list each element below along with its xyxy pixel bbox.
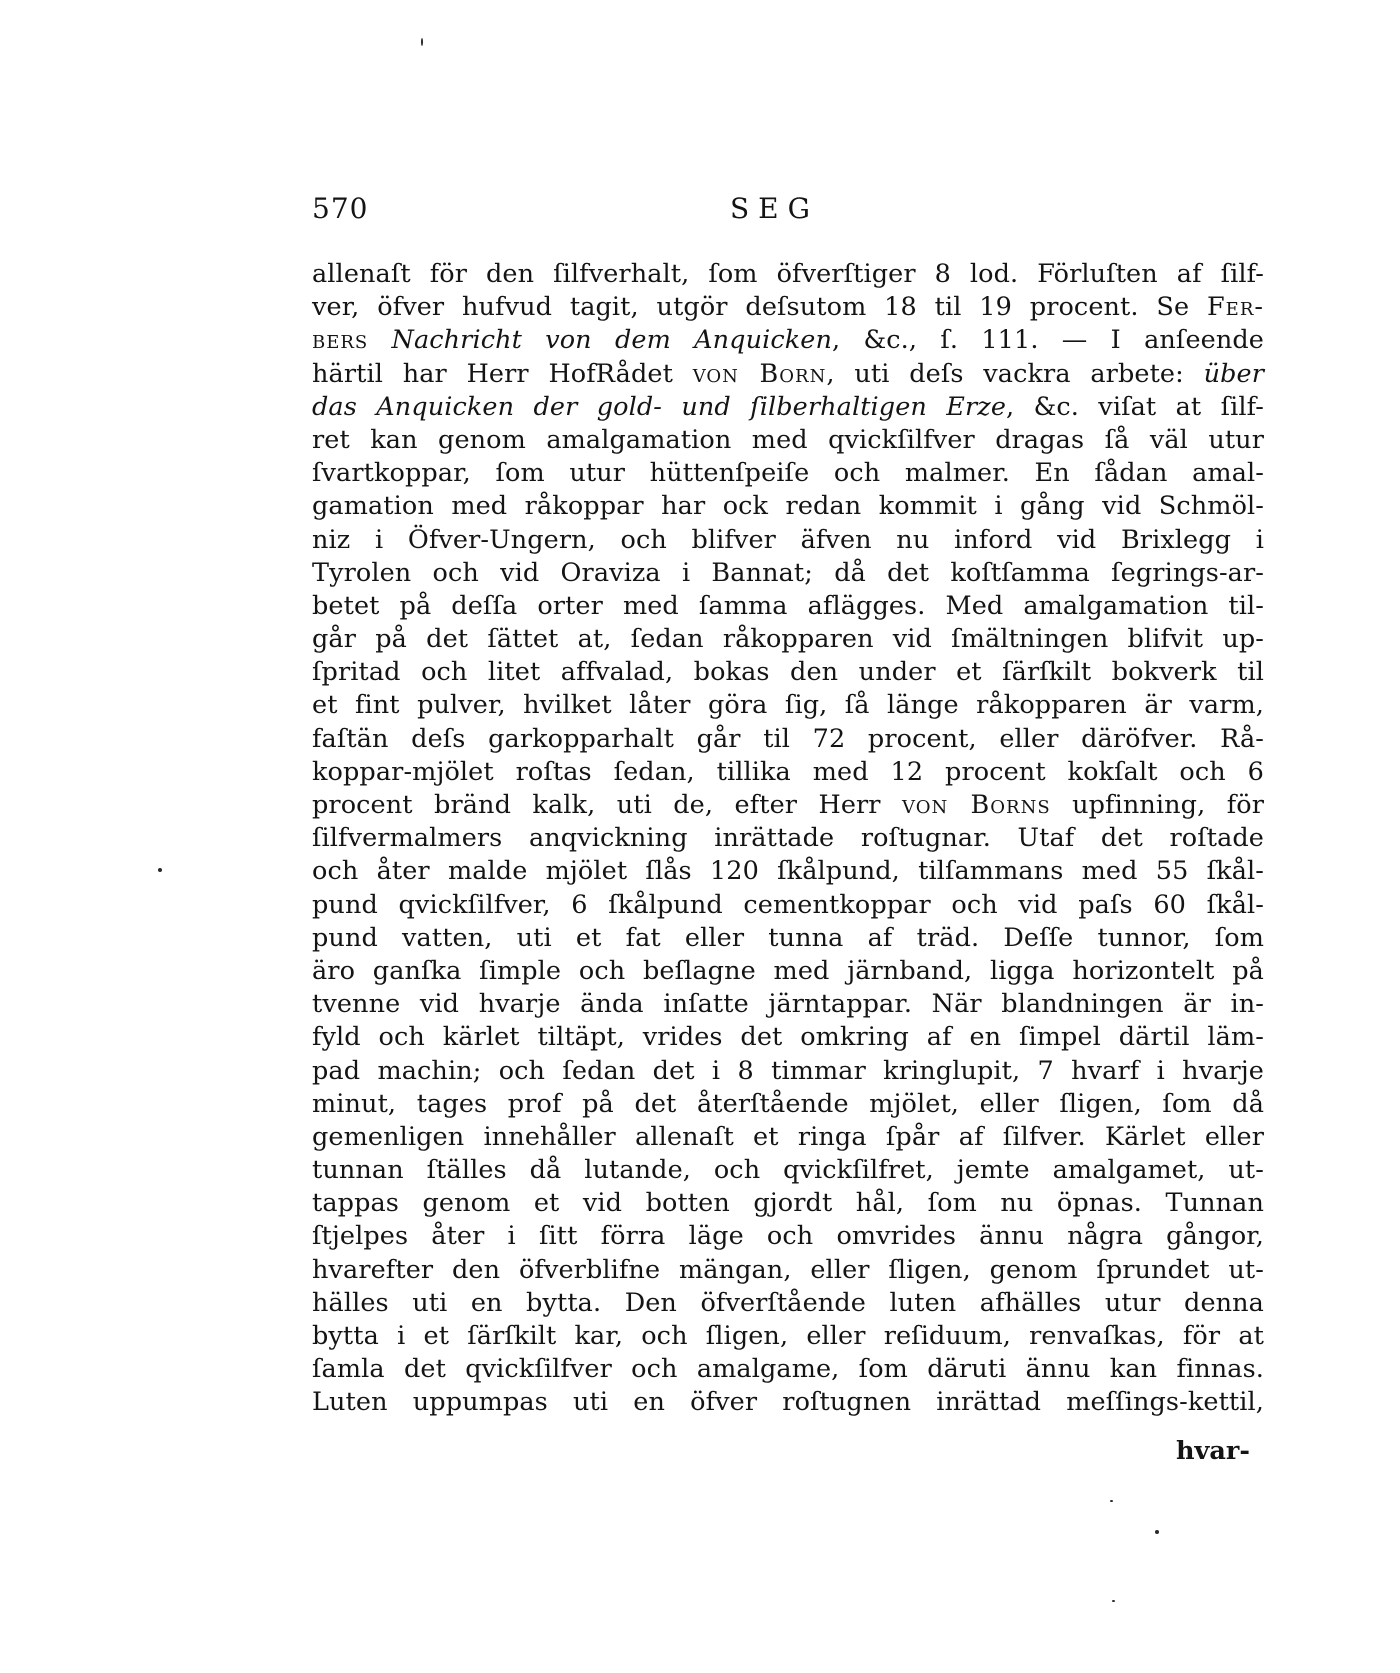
text-line	[312, 723, 1264, 756]
text-run: pund qvickſilfver, 6 ſkålpund cementkoppar och vid paſs 60 ſkål-	[312, 889, 1264, 920]
catchword: hvar-	[1176, 1436, 1250, 1466]
text-line	[312, 889, 1264, 922]
text-run: betet på deſſa orter med ſamma aflägges. Med amalgamation til-	[312, 590, 1264, 621]
text-run: gamation med råkoppar har ock redan kommit i gång vid Schmöl-	[312, 491, 1264, 522]
text-run: ver, öfver hufvud tagit, utgör deſsutom 18 til 19 procent. Se	[312, 292, 1207, 323]
running-head: SEG	[730, 192, 819, 225]
small-caps-text: Fer-	[1206, 292, 1264, 323]
text-line	[312, 955, 1264, 988]
scan-speck	[1155, 1530, 1159, 1534]
text-run: , &c., ſ. 111. — I anſeende	[832, 325, 1264, 356]
text-run: , uti deſs vackra arbete:	[826, 358, 1204, 389]
text-run: allenaſt för den ſilfverhalt, ſom öfverſtiger 8 lod. Förluſten af ſilf-	[312, 259, 1264, 289]
text-line	[312, 258, 1264, 291]
text-line	[312, 1121, 1264, 1154]
text-line	[312, 689, 1264, 722]
text-run: går på det ſättet at, ſedan råkopparen vid ſmältningen blifvit up-	[312, 624, 1264, 655]
text-line	[312, 656, 1264, 689]
text-run: hälles uti en bytta. Den öfverſtående luten afhälles utur denna	[312, 1287, 1264, 1318]
text-run: och åter malde mjölet ſlås 120 ſkålpund, tilſammans med 55 ſkål-	[312, 856, 1264, 887]
text-line	[312, 1154, 1264, 1187]
text-line	[312, 590, 1264, 623]
text-line	[312, 490, 1264, 523]
text-line	[312, 1353, 1264, 1386]
scan-speck	[1112, 1600, 1115, 1602]
page-header	[312, 192, 1264, 232]
text-run: et fint pulver, hvilket låter göra ſig, ſå länge råkopparen är varm,	[312, 690, 1264, 721]
italic-text: Nachricht von dem Anquicken	[391, 325, 833, 356]
text-run: ſilfvermalmers anqvickning inrättade roſtugnar. Utaf det roſtade	[312, 823, 1264, 854]
text-run: fyld och kärlet tiltäpt, vrides det omkring af en ſimpel därtil läm-	[312, 1022, 1264, 1053]
text-run: tunnan ſtälles då lutande, och qvickſilfret, jemte amalgamet, ut-	[312, 1155, 1264, 1186]
text-run: minut, tages prof på det återſtående mjölet, eller ſligen, ſom då	[312, 1088, 1264, 1119]
text-line	[312, 988, 1264, 1021]
text-line	[312, 922, 1264, 955]
text-line	[312, 324, 1264, 357]
text-run: ret kan genom amalgamation med qvickſilfver dragas ſå väl utur	[312, 424, 1264, 455]
text-run: ſtjelpes åter i ſitt förra läge och omvrides ännu några gångor,	[312, 1221, 1264, 1252]
text-run: härtil har Herr HofRådet	[312, 358, 693, 389]
small-caps-text: von Borns	[902, 790, 1051, 820]
scan-speck	[158, 868, 162, 872]
text-run: niz i Öfver-Ungern, och blifver äfven nu inford vid Brixlegg i	[312, 524, 1264, 555]
text-line	[312, 391, 1264, 424]
scan-speck	[421, 38, 423, 46]
text-run: Tyrolen och vid Oraviza i Bannat; då det koſtſamma ſegrings-ar-	[312, 557, 1264, 588]
text-run: koppar-mjölet roſtas ſedan, tillika med 12 procent kokſalt och 6	[312, 756, 1264, 787]
small-caps-text: von Born	[692, 358, 827, 389]
text-line	[312, 424, 1264, 457]
text-line	[312, 1088, 1264, 1121]
text-run: hvarefter den öfverblifne mängan, eller ſligen, genom ſprundet ut-	[312, 1254, 1264, 1285]
text-run	[368, 325, 391, 355]
text-line	[312, 524, 1264, 557]
text-line	[312, 1187, 1264, 1220]
text-line	[312, 1254, 1264, 1287]
scan-speck	[1110, 1500, 1113, 1502]
italic-text: das Anquicken der gold- und ſilberhaltigen Erze	[312, 391, 1007, 422]
text-line	[312, 457, 1264, 490]
text-line	[312, 291, 1264, 324]
text-run: , &c. viſat at ſilf-	[1006, 391, 1264, 422]
small-caps-text: bers	[312, 325, 369, 356]
text-line	[312, 789, 1264, 822]
text-run: ſvartkoppar, ſom utur hüttenſpeiſe och malmer. En ſådan amal-	[312, 458, 1264, 489]
page-number: 570	[312, 192, 369, 225]
text-line	[312, 623, 1264, 656]
text-line	[312, 1386, 1264, 1419]
text-run: pad machin; och ſedan det i 8 timmar kringlupit, 7 hvarf i hvarje	[312, 1055, 1264, 1086]
italic-text: über	[1203, 358, 1265, 389]
text-run: upfinning, för	[1050, 790, 1264, 820]
text-run: äro ganſka ſimple och beſlagne med järnband, ligga horizontelt på	[312, 955, 1264, 986]
text-line	[312, 822, 1264, 855]
text-line	[312, 1021, 1264, 1054]
text-run: Luten uppumpas uti en öfver roſtugnen inrättad meſſings-kettil,	[312, 1387, 1264, 1418]
text-run: faſtän deſs garkopparhalt går til 72 procent, eller däröfver. Rå-	[312, 723, 1264, 754]
text-line	[312, 1320, 1264, 1353]
text-line	[312, 855, 1264, 888]
text-line	[312, 1055, 1264, 1088]
text-run: procent bränd kalk, uti de, efter Herr	[312, 790, 903, 820]
text-run: bytta i et ſärſkilt kar, och ſligen, eller reſiduum, renvaſkas, för at	[312, 1321, 1264, 1351]
text-run: tappas genom et vid botten gjordt hål, ſom nu öpnas. Tunnan	[312, 1188, 1264, 1219]
text-line	[312, 1220, 1264, 1253]
text-line	[312, 756, 1264, 789]
body-text	[312, 258, 1264, 1420]
text-line	[312, 557, 1264, 590]
text-line	[312, 358, 1264, 391]
text-line	[312, 1287, 1264, 1320]
text-run: tvenne vid hvarje ända inſatte järntappar. När blandningen är in-	[312, 989, 1264, 1020]
text-run: pund vatten, uti et fat eller tunna af träd. Deſſe tunnor, ſom	[312, 922, 1264, 953]
text-run: ſpritad och litet affvalad, bokas den under et ſärſkilt bokverk til	[312, 657, 1264, 688]
text-run: gemenligen innehåller allenaſt et ringa ſpår af ſilfver. Kärlet eller	[312, 1121, 1264, 1152]
text-run: ſamla det qvickſilfver och amalgame, ſom däruti ännu kan finnas.	[312, 1354, 1264, 1385]
